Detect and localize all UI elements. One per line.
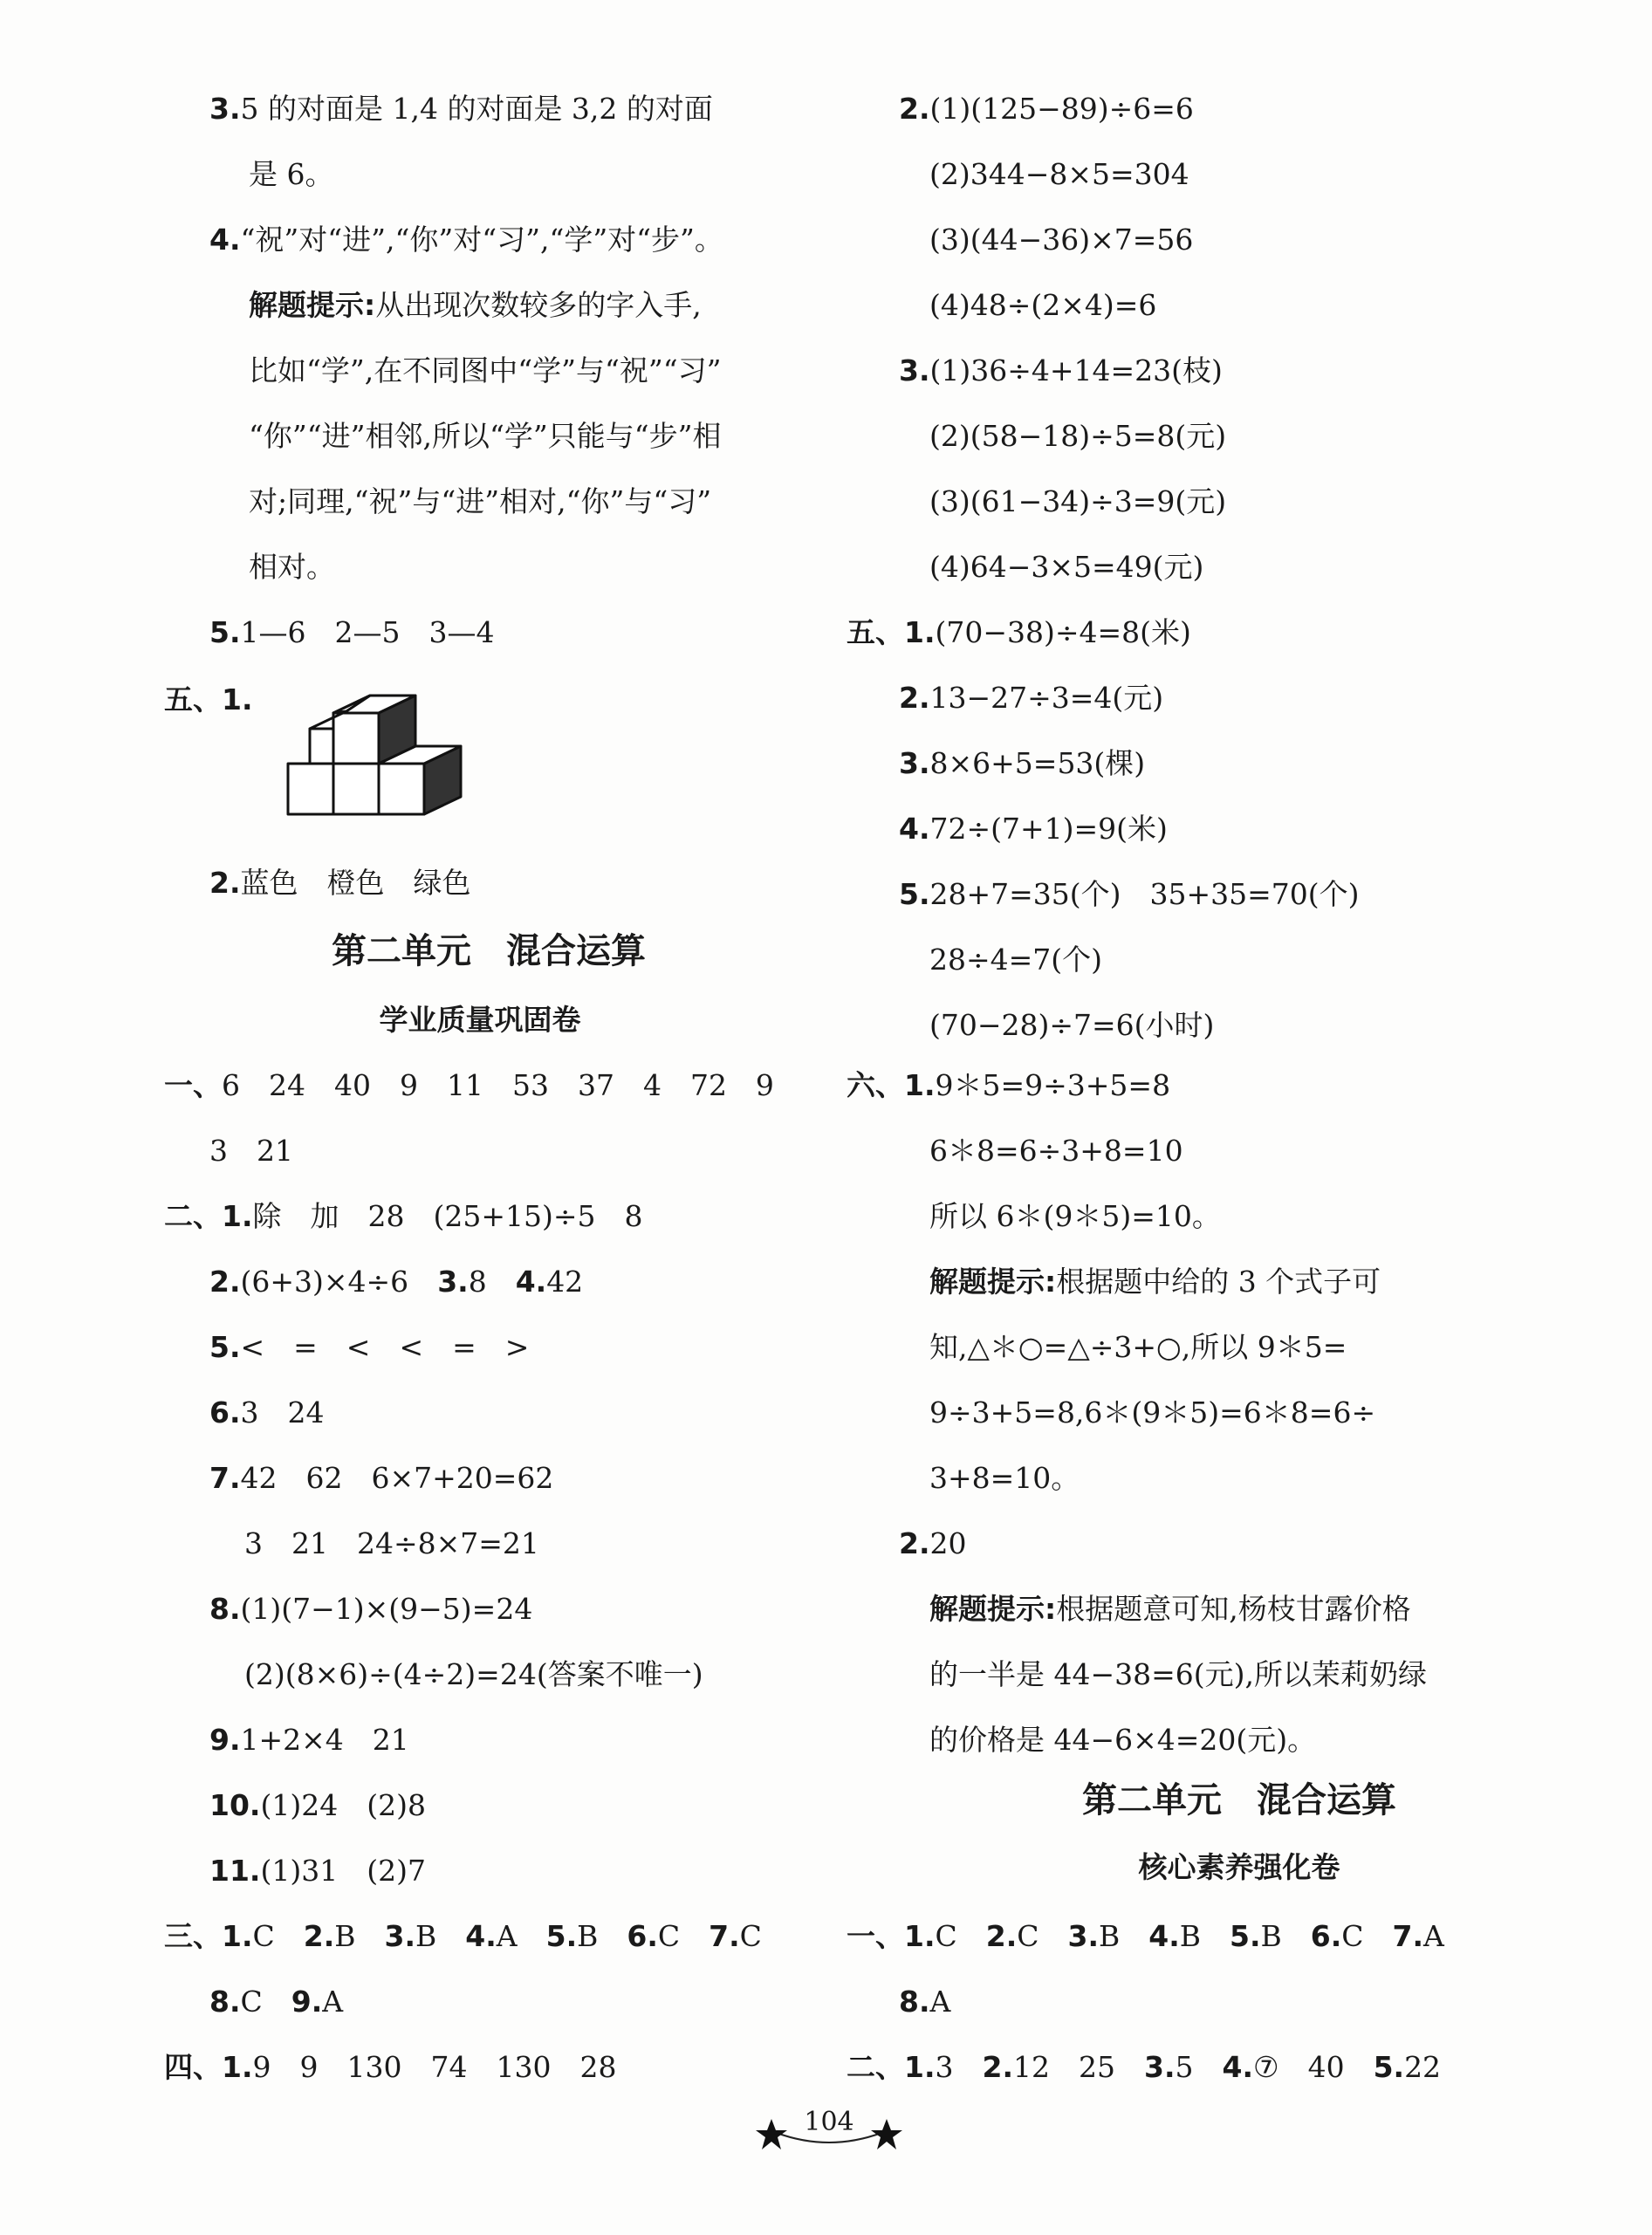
bold-label: 2. [209, 1265, 241, 1299]
line-text: 知,△＊○=△÷3+○,所以 9＊5= [929, 1330, 1347, 1364]
answer-line [209, 1852, 426, 1890]
line-text: 3 [935, 2050, 983, 2084]
line-text: 9÷3+5=8,6＊(9＊5)=6＊8=6÷ [929, 1395, 1376, 1429]
bold-label: 7. [709, 1919, 740, 1953]
bold-label: 四、1. [164, 2050, 253, 2084]
line-text: 12 25 [1013, 2050, 1144, 2084]
answer-line [929, 483, 1226, 521]
answer-line [209, 221, 723, 259]
answer-line [209, 90, 713, 128]
line-text: “你”“进”相邻,所以“学”只能与“步”相 [249, 419, 722, 453]
bold-label: 五、1. [164, 682, 253, 716]
line-text: B [1260, 1919, 1311, 1953]
line-text: “祝”对“进”,“你”对“习”,“学”对“步”。 [240, 223, 723, 257]
answer-line [209, 1983, 343, 2021]
hint-line [929, 1590, 1411, 1628]
line-text: (2)344−8×5=304 [929, 157, 1189, 191]
bold-label: 6. [209, 1395, 241, 1429]
line-text: A [322, 1985, 344, 2019]
line-text: 是 6。 [249, 157, 334, 191]
line-text: (4)48÷(2×4)=6 [929, 288, 1157, 322]
bold-label: 4. [1222, 2050, 1253, 2084]
answer-line [929, 1132, 1183, 1170]
line-text: C [935, 1919, 986, 1953]
bold-label: 4. [209, 223, 241, 257]
line-text: 根据题意可知,杨枝甘露价格 [1056, 1592, 1411, 1626]
bold-label: 5. [1230, 1919, 1261, 1953]
line-text: 对;同理,“祝”与“进”相对,“你”与“习” [249, 484, 712, 518]
answer-line [249, 155, 334, 194]
page-number: 104 [804, 2107, 854, 2137]
answer-line [929, 1197, 1221, 1236]
line-text: 9＊5=9÷3+5=8 [935, 1068, 1171, 1102]
bold-label: 3. [209, 92, 241, 126]
line-text: 根据题中给的 3 个式子可 [1056, 1265, 1381, 1299]
answer-line [899, 1983, 950, 2021]
answer-line [209, 1721, 409, 1759]
line-text: 5 的对面是 1,4 的对面是 3,2 的对面 [240, 92, 713, 126]
line-text: A [496, 1919, 546, 1953]
bold-label: 8. [209, 1592, 241, 1626]
answer-line [929, 417, 1226, 456]
answer-line [209, 1459, 553, 1498]
line-text: 除 加 28 (25+15)÷5 8 [252, 1199, 643, 1233]
bold-label: 2. [303, 1919, 335, 1953]
line-text: (6+3)×4÷6 [240, 1265, 438, 1299]
line-text: 1—6 2—5 3—4 [240, 615, 495, 649]
line-text: 6＊8=6÷3+8=10 [929, 1134, 1183, 1168]
line-text: (1)36÷4+14=23(枝) [929, 353, 1223, 387]
line-text: (2)(8×6)÷(4÷2)=24(答案不唯一) [244, 1657, 703, 1691]
bold-label: 3. [437, 1265, 469, 1299]
line-text: ⑦ 40 [1252, 2050, 1374, 2084]
answer-line [209, 864, 471, 902]
line-text: 1+2×4 21 [240, 1723, 409, 1757]
line-text: A [1423, 1919, 1444, 1953]
hint-line [249, 483, 711, 521]
line-text: (70−38)÷4=8(米) [935, 615, 1191, 649]
answer-line [847, 1917, 1444, 1956]
section-label [164, 681, 253, 719]
bold-label: 5. [899, 877, 930, 911]
line-text: 的一半是 44−38=6(元),所以茉莉奶绿 [929, 1657, 1428, 1691]
line-text: 20 [929, 1526, 967, 1560]
bold-label: 解题提示: [929, 1592, 1057, 1626]
answer-line [847, 2048, 1441, 2087]
answer-line [164, 2048, 616, 2087]
answer-line [899, 810, 1168, 848]
line-text: A [929, 1985, 951, 2019]
line-text: B [577, 1919, 627, 1953]
line-text: 6 24 40 9 11 53 37 4 72 9 [222, 1068, 774, 1102]
answer-line [929, 155, 1189, 194]
answer-line [847, 1066, 1170, 1105]
line-text: 72÷(7+1)=9(米) [929, 812, 1168, 846]
bold-label: 7. [209, 1461, 241, 1495]
answer-line [899, 875, 1360, 914]
answer-line [209, 1328, 529, 1367]
line-text: 13−27÷3=4(元) [929, 681, 1164, 715]
bold-label: 解题提示: [249, 288, 376, 322]
answer-line [209, 1394, 325, 1432]
bold-label: 三、1. [164, 1919, 253, 1953]
line-text: C [240, 1985, 291, 2019]
line-text: B [415, 1919, 466, 1953]
bold-label: 2. [982, 2050, 1013, 2084]
bold-label: 二、1. [164, 1199, 253, 1233]
line-text: C [1341, 1919, 1393, 1953]
answer-line [209, 1590, 532, 1628]
line-text: (1)31 (2)7 [260, 1854, 426, 1888]
line-text: (4)64−3×5=49(元) [929, 550, 1204, 584]
hint-line [249, 352, 721, 390]
bold-label: 3. [1143, 2050, 1176, 2084]
unit-title: 第二单元 混合运算 [1082, 1780, 1396, 1820]
answer-line [164, 1197, 643, 1236]
line-text: B [1179, 1919, 1230, 1953]
section-subtitle: 核心素养强化卷 [1138, 1850, 1340, 1884]
hint-line [249, 548, 335, 586]
answer-line [244, 1525, 539, 1563]
answer-line [929, 221, 1193, 259]
answer-line [209, 614, 494, 652]
line-text: 所以 6＊(9＊5)=10。 [929, 1199, 1221, 1233]
hint-line [929, 1394, 1375, 1432]
bold-label: 一、 [164, 1068, 222, 1102]
line-text: (3)(61−34)÷3=9(元) [929, 484, 1227, 518]
answer-line [847, 614, 1191, 652]
line-text: C [739, 1919, 762, 1953]
line-text: 28+7=35(个) 35+35=70(个) [929, 877, 1360, 911]
line-text: (1)(7−1)×(9−5)=24 [240, 1592, 533, 1626]
answer-line [929, 548, 1203, 586]
answer-line [899, 679, 1163, 717]
bold-label: 3. [899, 353, 930, 387]
bold-label: 解题提示: [929, 1265, 1057, 1299]
line-text: 28÷4=7(个) [929, 943, 1103, 977]
line-text: 比如“学”,在不同图中“学”与“祝”“习” [249, 353, 722, 387]
line-text: 蓝色 橙色 绿色 [240, 866, 471, 900]
line-text: < = < < = > [240, 1330, 530, 1364]
answer-line [929, 286, 1156, 325]
bold-label: 5. [209, 615, 241, 649]
bold-label: 六、1. [847, 1068, 936, 1102]
answer-line [209, 1132, 293, 1170]
bold-label: 4. [1148, 1919, 1180, 1953]
line-text: 相对。 [249, 550, 335, 584]
bold-label: 2. [899, 92, 930, 126]
line-text: 5 [1175, 2050, 1223, 2084]
bold-label: 4. [465, 1919, 497, 1953]
bold-label: 8. [209, 1985, 241, 2019]
hint-line [929, 1328, 1347, 1367]
bold-label: 10. [209, 1788, 261, 1822]
answer-line [899, 744, 1145, 783]
unit-title: 第二单元 混合运算 [332, 931, 646, 971]
answer-line [899, 90, 1194, 128]
answer-line [899, 352, 1223, 390]
bold-label: 3. [899, 746, 930, 780]
bold-label: 二、1. [847, 2050, 936, 2084]
hint-line [249, 417, 721, 456]
hint-line [929, 1656, 1427, 1694]
line-text: C [1017, 1919, 1068, 1953]
line-text: (1)(125−89)÷6=6 [929, 92, 1194, 126]
line-text: (3)(44−36)×7=56 [929, 223, 1194, 257]
line-text: 42 62 6×7+20=62 [240, 1461, 554, 1495]
line-text: B [334, 1919, 385, 1953]
line-text: 3 24 [240, 1395, 325, 1429]
line-text: (70−28)÷7=6(小时) [929, 1008, 1215, 1042]
bold-label: 5. [1373, 2050, 1405, 2084]
bold-label: 7. [1392, 1919, 1424, 1953]
answer-line [209, 1786, 426, 1825]
bold-label: 五、1. [847, 615, 936, 649]
section-subtitle: 学业质量巩固卷 [379, 1003, 581, 1037]
answer-line [244, 1656, 703, 1694]
line-text: 的价格是 44−6×4=20(元)。 [929, 1723, 1317, 1757]
answer-line [209, 1263, 583, 1301]
answer-line [899, 1525, 967, 1563]
line-text: 3 21 24÷8×7=21 [244, 1526, 539, 1560]
hint-line [929, 1263, 1381, 1301]
line-text: 42 [546, 1265, 584, 1299]
hint-line [249, 286, 702, 325]
bold-label: 5. [545, 1919, 578, 1953]
answer-line [929, 1006, 1214, 1045]
line-text: C [657, 1919, 709, 1953]
bold-label: 2. [899, 681, 930, 715]
line-text: 8×6+5=53(棵) [929, 746, 1146, 780]
bold-label: 3. [384, 1919, 416, 1953]
bold-label: 8. [899, 1985, 930, 2019]
line-text: 8 [468, 1265, 516, 1299]
bold-label: 11. [209, 1854, 261, 1888]
hint-line [929, 1459, 1080, 1498]
answer-line [164, 1917, 762, 1956]
line-text: 22 [1404, 2050, 1442, 2084]
bold-label: 2. [985, 1919, 1018, 1953]
line-text: B [1099, 1919, 1149, 1953]
bold-label: 9. [291, 1985, 323, 2019]
bold-label: 9. [209, 1723, 241, 1757]
bold-label: 5. [209, 1330, 241, 1364]
bold-label: 4. [515, 1265, 547, 1299]
line-text: 3+8=10。 [929, 1461, 1080, 1495]
bold-label: 2. [209, 866, 241, 900]
hint-line [929, 1721, 1316, 1759]
cube-stack-figure [284, 694, 484, 833]
bold-label: 3. [1067, 1919, 1099, 1953]
line-text: 3 21 [209, 1134, 293, 1168]
bold-label: 6. [627, 1919, 658, 1953]
answer-line [164, 1066, 774, 1105]
bold-label: 6. [1310, 1919, 1342, 1953]
bold-label: 一、1. [847, 1919, 936, 1953]
bold-label: 4. [899, 812, 930, 846]
line-text: (2)(58−18)÷5=8(元) [929, 419, 1227, 453]
line-text: C [252, 1919, 304, 1953]
answer-line [929, 941, 1102, 979]
line-text: (1)24 (2)8 [260, 1788, 426, 1822]
line-text: 9 9 130 74 130 28 [252, 2050, 617, 2084]
bold-label: 2. [899, 1526, 930, 1560]
line-text: 从出现次数较多的字入手, [375, 288, 702, 322]
page-footer [751, 2094, 908, 2156]
